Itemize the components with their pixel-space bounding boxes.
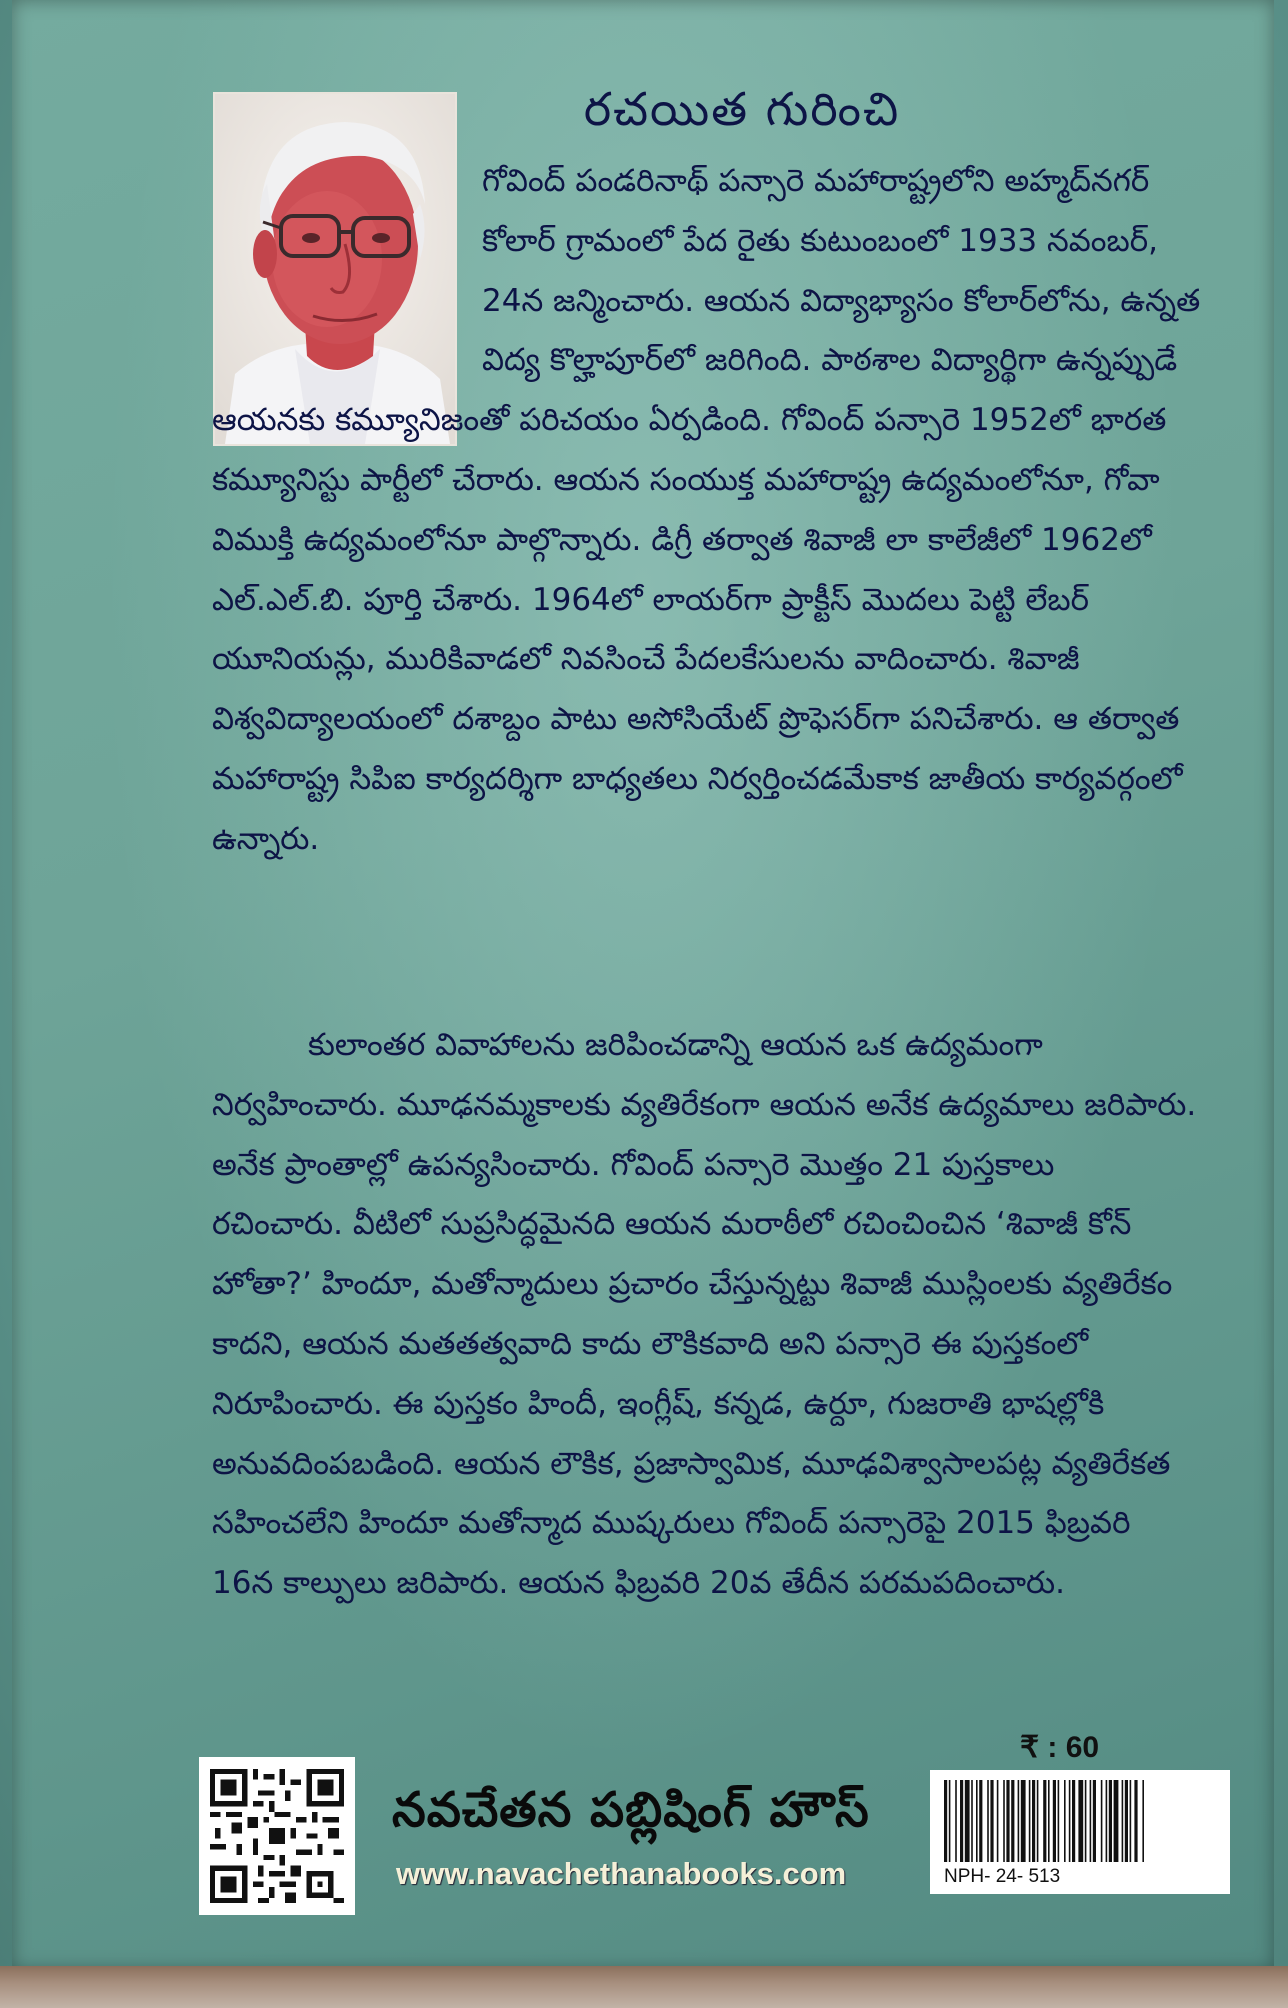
bio-line: గోవింద్ పండరినాథ్ పన్సారె మహారాష్ట్రలోని అహ్మద్‌నగర్ — [482, 163, 1150, 199]
bio-line: హోతా?’ హిందూ, మతోన్మాదులు ప్రచారం చేస్తున్నట్టు శివాజీ ముస్లింలకు వ్యతిరేకం — [212, 1266, 1173, 1303]
bio-line: నిర్వహించారు. మూఢనమ్మకాలకు వ్యతిరేకంగా ఆయన అనేక ఉద్యమాలు జరిపారు. — [212, 1086, 1197, 1123]
bio-line: కమ్యూనిస్టు పార్టీలో చేరారు. ఆయన సంయుక్త మహారాష్ట్ర ఉద్యమంలోనూ, గోవా — [212, 461, 1160, 498]
bio-line: ఉన్నారు. — [212, 820, 320, 857]
table-surface — [0, 1966, 1288, 2008]
bio-line: విద్య కొల్హాపూర్‌లో జరిగింది. పాఠశాల విద్యార్థిగా ఉన్నప్పుడే — [482, 342, 1178, 379]
bio-line: సహించలేని హిందూ మతోన్మాద ముష్కరులు గోవింద్ పన్సారెపై 2015 ఫిబ్రవరి — [212, 1505, 1131, 1542]
bio-line: యూనియన్లు, మురికివాడలో నివసించే పేదలకేసులను వాదించారు. శివాజీ — [212, 641, 1080, 678]
bio-line: మహారాష్ట్ర సిపిఐ కార్యదర్శిగా బాధ్యతలు నిర్వర్తించడమేకాక జాతీయ కార్యవర్గంలో — [212, 760, 1183, 797]
bio-line: 24న జన్మించారు. ఆయన విద్యాభ్యాసం కోలార్‌లోను, ఉన్నత — [482, 282, 1201, 319]
publisher-website-link[interactable]: www.navachethanabooks.com — [396, 1856, 847, 1891]
bio-line: కాదని, ఆయన మతతత్వవాది కాదు లౌకికవాది అని పన్సారె ఈ పుస్తకంలో — [212, 1325, 1089, 1362]
bio-line: ఆయనకు కమ్యూనిజంతో పరిచయం ఏర్పడింది. గోవింద్ పన్సారె 1952లో భారత — [212, 402, 1167, 439]
bio-line: నిరూపించారు. ఈ పుస్తకం హిందీ, ఇంగ్లీష్, కన్నడ, ఉర్దూ, గుజరాతి భాషల్లోకి — [212, 1385, 1105, 1422]
barcode-icon — [944, 1780, 1216, 1862]
bio-line: కులాంతర వివాహాలను జరిపించడాన్ని ఆయన ఒక ఉద్యమంగా — [308, 1027, 1043, 1063]
bio-line: అనువదింపబడింది. ఆయన లౌకిక, ప్రజాస్వామిక, మూఢవిశ్వాసాలపట్ల వ్యతిరేకత — [212, 1445, 1171, 1482]
bio-line: 16న కాల్పులు జరిపారు. ఆయన ఫిబ్రవరి 20వ తేదీన పరమపదించారు. — [212, 1565, 1066, 1602]
barcode-label — [930, 1770, 1230, 1894]
bio-line: విశ్వవిద్యాలయంలో దశాబ్దం పాటు అసోసియేట్ ప్రొఫెసర్‌గా పనిచేశారు. ఆ తర్వాత — [212, 701, 1180, 738]
book-back-cover — [12, 0, 1274, 1970]
author-bio-paragraph-2 — [212, 1016, 1197, 1614]
bio-line: రచించారు. వీటిలో సుప్రసిద్ధమైనది ఆయన మరాఠీలో రచించించిన ‘శివాజీ కోన్ — [212, 1206, 1132, 1243]
price-label: ₹ : 60 — [1020, 1731, 1100, 1764]
author-bio-paragraph-1 — [212, 152, 1201, 870]
bio-line: అనేక ప్రాంతాల్లో ఉపన్యసించారు. గోవింద్ పన్సారె మొత్తం 21 పుస్తకాలు — [212, 1146, 1055, 1183]
publisher-name: నవచేతన పబ్లిషింగ్ హౌస్ — [392, 1782, 870, 1838]
section-title: రచయిత గురించి — [583, 82, 901, 136]
barcode-number: NPH- 24- 513 — [944, 1866, 1061, 1887]
bio-line: కోలార్ గ్రామంలో పేద రైతు కుటుంబంలో 1933 నవంబర్, — [482, 222, 1159, 259]
bio-line: విముక్తి ఉద్యమంలోనూ పాల్గొన్నారు. డిగ్రీ తర్వాత శివాజీ లా కాలేజీలో 1962లో — [212, 521, 1152, 558]
bio-line: ఎల్.ఎల్.బి. పూర్తి చేశారు. 1964లో లాయర్‌గా ప్రాక్టీస్ మొదలు పెట్టి లేబర్ — [212, 581, 1090, 618]
qr-code-icon — [199, 1757, 355, 1915]
